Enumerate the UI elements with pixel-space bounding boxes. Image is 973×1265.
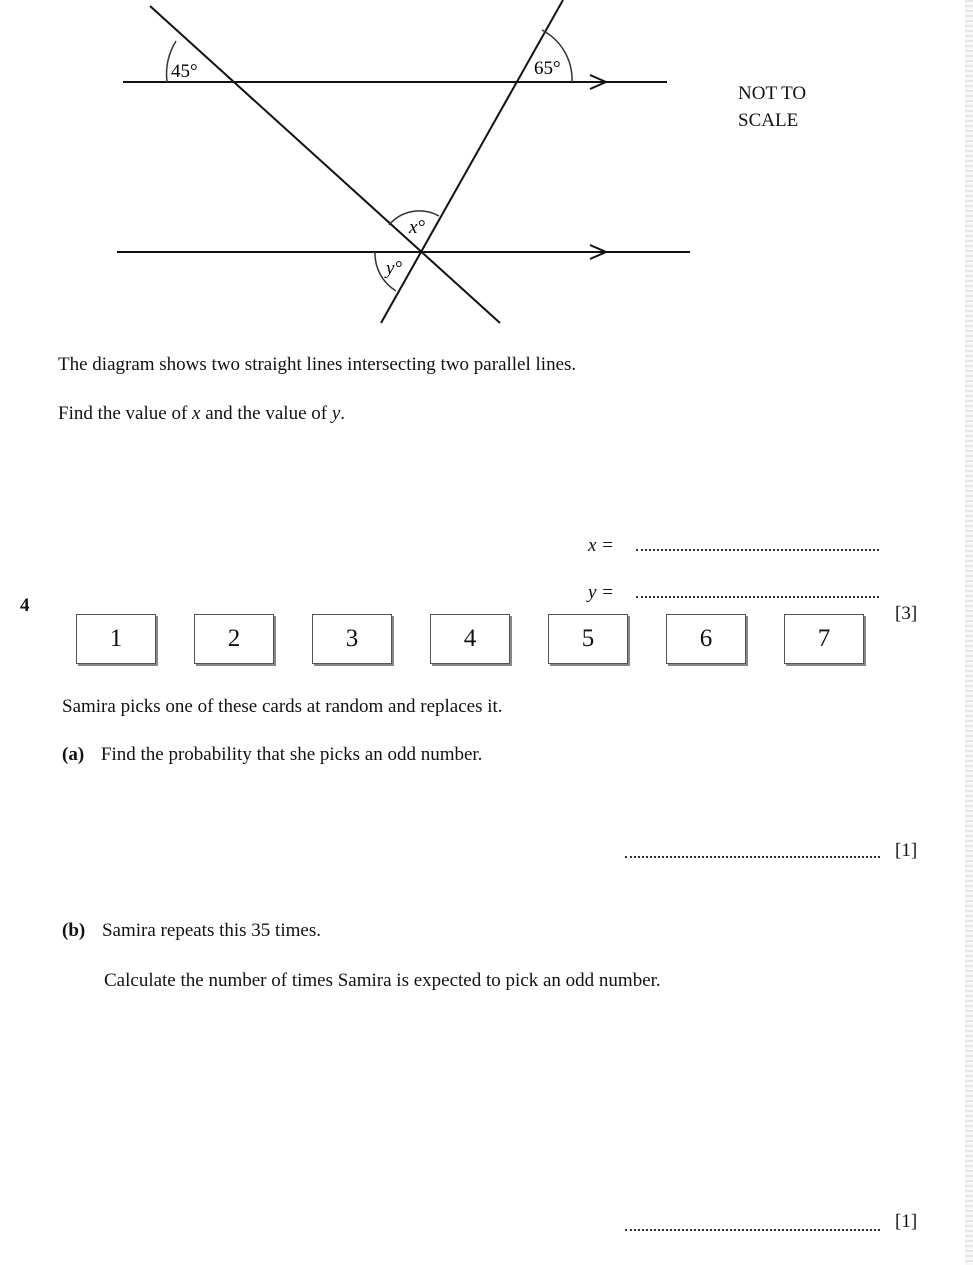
number-card: 7 xyxy=(784,614,864,664)
answer-y-label: y = xyxy=(588,582,615,603)
number-card: 6 xyxy=(666,614,746,664)
part-b-answer-line[interactable] xyxy=(625,1227,880,1231)
scanned-page-edge xyxy=(965,0,973,1265)
q3-var-x: x xyxy=(192,403,201,424)
answer-x-line[interactable] xyxy=(636,547,879,551)
answer-y-line[interactable] xyxy=(636,594,879,598)
not-to-scale-line2: SCALE xyxy=(738,110,799,131)
q3-instruction-prefix: Find the value of xyxy=(58,403,193,424)
answer-y-row xyxy=(588,582,614,604)
part-b-marks: [1] xyxy=(895,1211,918,1232)
part-a-text: Find the probability that she picks an odd number. xyxy=(100,744,483,765)
number-card: 1 xyxy=(76,614,156,664)
part-b-text: Samira repeats this 35 times. xyxy=(101,920,321,941)
part-b-text2: Calculate the number of times Samira is expected to pick an odd number. xyxy=(104,970,661,991)
angle-label-65: 65° xyxy=(534,58,561,79)
answer-x-row xyxy=(588,535,614,557)
transversal-line-2 xyxy=(381,0,563,323)
q3-instruction-middle: and the value of xyxy=(200,403,332,424)
number-card: 2 xyxy=(194,614,274,664)
q3-instruction-suffix: . xyxy=(340,403,346,424)
q3-instruction xyxy=(58,403,345,425)
q4-part-a xyxy=(62,744,482,766)
q4-intro: Samira picks one of these cards at random and replaces it. xyxy=(62,696,503,717)
part-a-marks: [1] xyxy=(895,840,918,861)
q3-statement: The diagram shows two straight lines intersecting two parallel lines. xyxy=(58,354,577,375)
angle-label-y: y° xyxy=(386,258,403,279)
part-b-label: (b) xyxy=(62,920,86,941)
not-to-scale-line1: NOT TO xyxy=(738,83,807,104)
angle-label-x: x° xyxy=(409,217,426,238)
q4-part-b xyxy=(62,920,321,942)
angle-label-45: 45° xyxy=(171,61,198,82)
answer-x-label: x = xyxy=(588,535,615,556)
q3-var-y: y xyxy=(331,403,341,424)
part-a-answer-line[interactable] xyxy=(625,854,880,858)
transversal-line-1 xyxy=(150,6,500,323)
question-number: 4 xyxy=(20,595,30,616)
not-to-scale-note xyxy=(738,80,806,134)
number-card: 4 xyxy=(430,614,510,664)
part-a-label: (a) xyxy=(62,744,85,765)
number-card: 5 xyxy=(548,614,628,664)
number-card: 3 xyxy=(312,614,392,664)
parallel-lines-diagram xyxy=(0,0,720,330)
q3-marks: [3] xyxy=(895,603,918,624)
